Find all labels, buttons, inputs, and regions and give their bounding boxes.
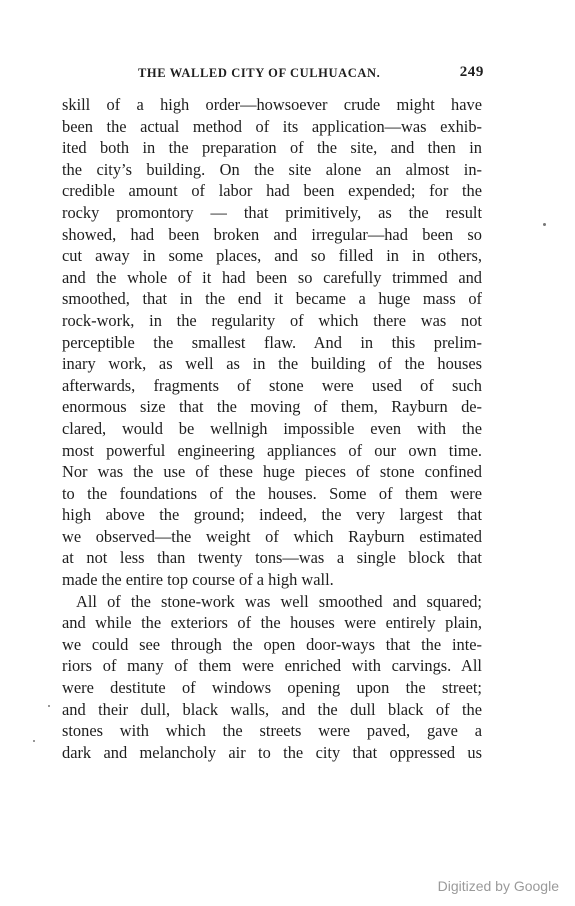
- text-line: riors of many of them were enriched with carvings. All: [62, 656, 482, 676]
- text-line: and while the exteriors of the houses were entirely plain,: [62, 613, 482, 633]
- paragraph: [62, 94, 482, 591]
- text-line: were destitute of windows opening upon the street;: [62, 678, 482, 698]
- text-line: made the entire top course of a high wall.: [62, 570, 334, 590]
- text-line: afterwards, fragments of stone were used of such: [62, 375, 482, 395]
- running-title: THE WALLED CITY OF CULHUACAN.: [138, 66, 381, 80]
- text-line: high above the ground; indeed, the very largest that: [62, 505, 482, 525]
- text-line: stones with which the streets were paved, gave a: [62, 721, 482, 741]
- body-text: [62, 94, 482, 763]
- text-line: inary work, as well as in the building of the houses: [62, 354, 482, 374]
- text-line: most powerful engineering appliances of our own time.: [62, 440, 482, 460]
- scan-speck: [33, 740, 35, 742]
- text-line: and the whole of it had been so carefully trimmed and: [62, 267, 482, 287]
- text-line: cut away in some places, and so filled in in others,: [62, 246, 482, 266]
- digitized-watermark: Digitized by Google: [437, 878, 559, 894]
- text-line: skill of a high order—howsoever crude might have: [62, 95, 482, 114]
- text-line: All of the stone-work was well smoothed and squared;: [76, 591, 482, 611]
- text-line: we observed—the weight of which Rayburn estimated: [62, 526, 482, 546]
- text-line: to the foundations of the houses. Some of them were: [62, 483, 482, 503]
- text-line: clared, would be wellnigh impossible even with the: [62, 418, 482, 438]
- text-line: been the actual method of its application—was exhib-: [62, 116, 482, 136]
- text-line: we could see through the open door-ways that the inte-: [62, 634, 482, 654]
- scan-speck: [543, 223, 546, 226]
- text-line: credible amount of labor had been expended; for the: [62, 181, 482, 201]
- text-line: Nor was the use of these huge pieces of stone confined: [62, 462, 482, 482]
- paragraph: [62, 591, 482, 764]
- text-line: enormous size that the moving of them, Rayburn de-: [62, 397, 482, 417]
- text-line: rock-work, in the regularity of which there was not: [62, 310, 482, 330]
- page-header: [138, 64, 484, 84]
- text-line: ited both in the preparation of the site, and then in: [62, 138, 482, 158]
- text-line: rocky promontory — that primitively, as the result: [62, 202, 482, 222]
- text-line: and their dull, black walls, and the dull black of the: [62, 699, 482, 719]
- scan-speck: [48, 705, 50, 707]
- text-line: at not less than twenty tons—was a single block that: [62, 548, 482, 568]
- text-line: the city’s building. On the site alone an almost in-: [62, 159, 482, 179]
- page-number: 249: [459, 64, 484, 80]
- text-line: perceptible the smallest flaw. And in this prelim-: [62, 332, 482, 352]
- text-line: smoothed, that in the end it became a huge mass of: [62, 289, 482, 309]
- text-line: dark and melancholy air to the city that oppressed us: [62, 742, 482, 762]
- text-line: showed, had been broken and irregular—had been so: [62, 224, 482, 244]
